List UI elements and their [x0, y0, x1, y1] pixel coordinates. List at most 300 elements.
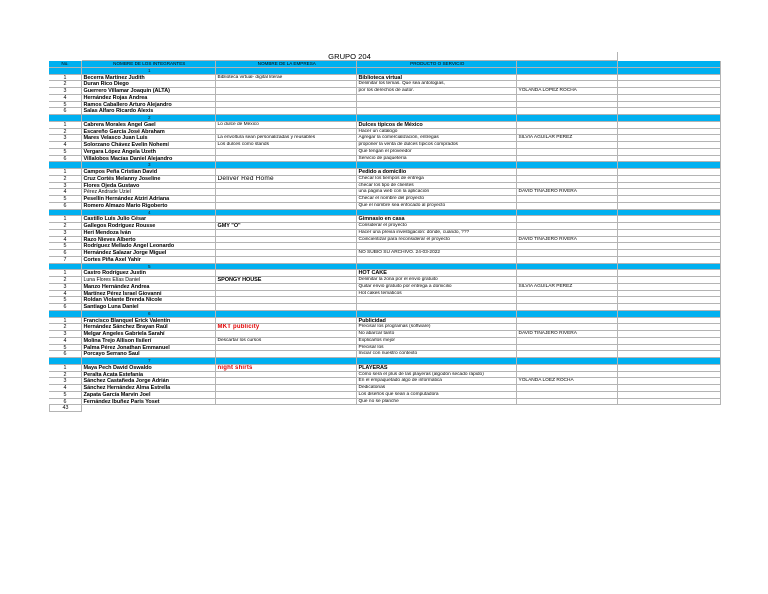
empty-cell: [618, 189, 721, 196]
company-name: [216, 230, 357, 237]
teacher-name: SILVIA AGUILAR PEREZ: [517, 135, 618, 142]
teacher-name: [517, 81, 618, 88]
product-note: Quitar envió gratuito por entrega a domicilio: [357, 284, 517, 291]
product-note: Gimnasio en casa: [357, 216, 517, 223]
separator-cell: [216, 210, 357, 217]
teacher-name: [517, 108, 618, 115]
member-name: Solorzano Chávez Evelin Nohemí: [82, 142, 216, 149]
team-separator: [49, 68, 721, 75]
teacher-name: [517, 243, 618, 250]
teacher-name: [517, 250, 618, 257]
member-number: 6: [49, 156, 82, 163]
empty-cell: [618, 149, 721, 156]
company-name: [216, 243, 357, 250]
teacher-name: [517, 122, 618, 129]
empty-cell: [618, 230, 721, 237]
member-name: Francisco Blanquel Erick Valentín: [82, 318, 216, 325]
empty-cell: [618, 378, 721, 385]
empty-cell: [618, 392, 721, 399]
table-row: [49, 81, 721, 88]
company-name: [216, 81, 357, 88]
member-number: 6: [49, 304, 82, 311]
product-note: Hacer una previa investigación: dónde, cuándo, ???: [357, 230, 517, 237]
table-row: [49, 95, 721, 102]
company-name: [216, 399, 357, 406]
member-name: Martínez Pérez Israel Giovanni: [82, 291, 216, 298]
product-note: Pedido a domicilio: [357, 169, 517, 176]
empty-cell: [618, 284, 721, 291]
member-number: 5: [49, 196, 82, 203]
company-name: [216, 169, 357, 176]
team-number: 2: [82, 115, 216, 122]
member-number: 3: [49, 331, 82, 338]
member-number: 5: [49, 149, 82, 156]
table-row: [49, 297, 721, 304]
member-name: Fernández Ibuñez Paris Yoset: [82, 399, 216, 406]
member-number: 3: [49, 230, 82, 237]
member-number: 2: [49, 277, 82, 284]
empty-cell: [618, 399, 721, 406]
team-number: 6: [82, 311, 216, 318]
member-name: Rodríguez Mellado Ángel Leonardo: [82, 243, 216, 250]
separator-cell: [357, 264, 517, 271]
product-note: una página web con la aplicación: [357, 189, 517, 196]
table-row: [49, 277, 721, 284]
member-number: 1: [49, 169, 82, 176]
company-name: [216, 88, 357, 95]
product-note: Hot cakes tematicos: [357, 291, 517, 298]
teacher-name: SILVIA AGUILAR PEREZ: [517, 284, 618, 291]
teacher-name: [517, 318, 618, 325]
company-name: SPONGY HOUSE: [216, 277, 357, 284]
separator-cell: [49, 210, 82, 217]
product-note: Dulces típicos de México: [357, 122, 517, 129]
member-name: Escareño García José Abraham: [82, 129, 216, 136]
member-name: Castillo Luis Julio César: [82, 216, 216, 223]
member-number: 1: [49, 122, 82, 129]
member-number: 6: [49, 399, 82, 406]
table-row: [49, 149, 721, 156]
member-name: Mares Velasco Juan Luis: [82, 135, 216, 142]
empty-cell: [618, 196, 721, 203]
team-separator: [49, 162, 721, 169]
teacher-name: DAVID TINAJERO RIVERA: [517, 237, 618, 244]
separator-cell: [216, 358, 357, 365]
teacher-name: [517, 216, 618, 223]
member-name: Hernández Sánchez Brayan Raúl: [82, 324, 216, 331]
empty-cell: [618, 108, 721, 115]
teacher-name: [517, 270, 618, 277]
product-note: [357, 257, 517, 264]
company-name: night shirts: [216, 365, 357, 372]
teacher-name: [517, 304, 618, 311]
separator-cell: [49, 68, 82, 75]
company-name: Descartar los cursos: [216, 338, 357, 345]
teacher-name: [517, 257, 618, 264]
company-name: [216, 392, 357, 399]
empty-cell: [618, 237, 721, 244]
table-row: [49, 88, 721, 95]
member-name: Roldan Violante Brenda Nicole: [82, 297, 216, 304]
empty-cell: [618, 81, 721, 88]
table-row: [49, 183, 721, 190]
company-name: Los dulces como stands: [216, 142, 357, 149]
company-name: [216, 345, 357, 352]
member-number: 6: [49, 351, 82, 358]
table-row: [49, 243, 721, 250]
teacher-name: [517, 392, 618, 399]
product-note: checar los tipo de clientes: [357, 183, 517, 190]
separator-cell: [216, 68, 357, 75]
company-name: [216, 257, 357, 264]
table-row: [49, 324, 721, 331]
separator-cell: [517, 264, 618, 271]
separator-cell: [357, 358, 517, 365]
product-note: Precisar los: [357, 345, 517, 352]
teacher-name: [517, 149, 618, 156]
company-name: [216, 351, 357, 358]
member-number: 1: [49, 318, 82, 325]
member-name: Sánchez Castañeda Jorge Adrián: [82, 378, 216, 385]
table-row: [49, 176, 721, 183]
separator-cell: [49, 264, 82, 271]
teacher-name: DAVID TINAJERO RIVERA: [517, 189, 618, 196]
company-name: [216, 237, 357, 244]
member-name: Melgar Ángeles Gabriela Sarahí: [82, 331, 216, 338]
teacher-name: [517, 196, 618, 203]
product-note: Biblioteca virtual: [357, 75, 517, 82]
product-note: Que no se planche: [357, 399, 517, 406]
table-row: [49, 338, 721, 345]
member-number: 4: [49, 95, 82, 102]
teacher-name: [517, 372, 618, 379]
separator-cell: [517, 358, 618, 365]
member-number: 4: [49, 237, 82, 244]
product-note: Que tengan el proveedor: [357, 149, 517, 156]
member-name: Santiago Luna Daniel: [82, 304, 216, 311]
member-number: 2: [49, 223, 82, 230]
member-name: Villalobos Macías Daniel Alejandro: [82, 156, 216, 163]
total-row: [49, 405, 721, 412]
member-number: 5: [49, 102, 82, 109]
teacher-name: [517, 338, 618, 345]
empty-cell: [618, 122, 721, 129]
teacher-name: [517, 291, 618, 298]
company-name: MKT publicity: [216, 324, 357, 331]
teacher-name: DAVID TINAJERO RIVERA: [517, 331, 618, 338]
member-number: 4: [49, 291, 82, 298]
company-name: [216, 378, 357, 385]
member-name: Sánchez Hernández Alma Estrella: [82, 385, 216, 392]
title-row: [49, 52, 721, 61]
product-note: [357, 95, 517, 102]
product-note: PLAYERAS: [357, 365, 517, 372]
member-number: 5: [49, 297, 82, 304]
empty-cell: [618, 250, 721, 257]
product-note: Checar el nombre del proyecto: [357, 196, 517, 203]
team-number: 1: [82, 68, 216, 75]
member-name: Pérez Andrade Uziel: [82, 189, 216, 196]
company-name: [216, 196, 357, 203]
separator-cell: [49, 358, 82, 365]
table-row: [49, 257, 721, 264]
member-name: Maya Pech David Oswaldo: [82, 365, 216, 372]
company-name: Lo dulce de México: [216, 122, 357, 129]
table-row: [49, 399, 721, 406]
empty-cell: [618, 129, 721, 136]
product-note: [357, 102, 517, 109]
separator-cell: [618, 358, 721, 365]
product-note: Delimitar los temas. Que sea antologías,: [357, 81, 517, 88]
separator-cell: [49, 115, 82, 122]
member-name: Heri Mendoza Iván: [82, 230, 216, 237]
separator-cell: [517, 162, 618, 169]
table-row: [49, 284, 721, 291]
company-name: Deliver Red Home: [216, 176, 357, 183]
member-name: Cabrera Morales Ángel Gael: [82, 122, 216, 129]
table-row: [49, 142, 721, 149]
member-number: 6: [49, 108, 82, 115]
teacher-name: [517, 176, 618, 183]
teacher-name: [517, 129, 618, 136]
company-name: [216, 304, 357, 311]
product-note: NO SUBIÓ SU ARCHIVO. 24-03-2022: [357, 250, 517, 257]
teacher-name: [517, 230, 618, 237]
company-name: [216, 385, 357, 392]
empty-cell: [618, 75, 721, 82]
teacher-name: [517, 324, 618, 331]
team-separator: [49, 311, 721, 318]
member-number: 5: [49, 345, 82, 352]
product-note: Checar los tiempos de entrega: [357, 176, 517, 183]
product-note: Coincientizar para reconsiderar el proyecto: [357, 237, 517, 244]
member-name: Becerra Martínez Judith: [82, 75, 216, 82]
total-count: 43: [49, 405, 82, 412]
product-note: Iniciar con nuestro contexto: [357, 351, 517, 358]
product-note: [357, 304, 517, 311]
teacher-name: [517, 102, 618, 109]
empty-cell: [618, 291, 721, 298]
member-number: 3: [49, 183, 82, 190]
separator-cell: [49, 311, 82, 318]
teacher-name: [517, 95, 618, 102]
empty-cell: [618, 338, 721, 345]
company-name: [216, 102, 357, 109]
separator-cell: [216, 162, 357, 169]
table-row: [49, 230, 721, 237]
table-row: [49, 270, 721, 277]
product-note: Considerar el proyecto: [357, 223, 517, 230]
table-row: [49, 345, 721, 352]
header-members: NOMBRE DE LOS INTEGRANTES: [82, 61, 216, 68]
member-number: 1: [49, 270, 82, 277]
member-number: 4: [49, 142, 82, 149]
teacher-name: [517, 351, 618, 358]
empty-cell: [618, 257, 721, 264]
member-name: Hernández Rojas Andrea: [82, 95, 216, 102]
member-name: Romero Almazo Mario Rigoberto: [82, 203, 216, 210]
member-number: 1: [49, 75, 82, 82]
member-name: Flores Ojeda Gustavo: [82, 183, 216, 190]
empty-cell: [618, 324, 721, 331]
empty-cell: [618, 318, 721, 325]
table-row: [49, 318, 721, 325]
table-row: [49, 75, 721, 82]
empty-cell: [618, 169, 721, 176]
member-name: Porcayo Serrano Saul: [82, 351, 216, 358]
header-teacher: [517, 61, 618, 68]
separator-cell: [618, 162, 721, 169]
company-name: La envoltura sean personalizadas y reusables: [216, 135, 357, 142]
empty-cell: [618, 365, 721, 372]
product-note: [357, 108, 517, 115]
table-row: [49, 250, 721, 257]
teacher-name: [517, 169, 618, 176]
separator-cell: [517, 311, 618, 318]
empty-cell: [618, 351, 721, 358]
company-name: [216, 318, 357, 325]
empty-cell: [618, 297, 721, 304]
member-name: Palma Pérez Jonathan Emmanuel: [82, 345, 216, 352]
member-number: 6: [49, 203, 82, 210]
member-number: 2: [49, 372, 82, 379]
member-name: Duran Rico Diego: [82, 81, 216, 88]
member-number: 2: [49, 129, 82, 136]
company-name: [216, 331, 357, 338]
company-name: [216, 108, 357, 115]
teacher-name: [517, 223, 618, 230]
member-name: Salas Alfaro Ricardo Alexis: [82, 108, 216, 115]
product-note: Que el nombre sea enfocado al proyecto: [357, 203, 517, 210]
member-number: 3: [49, 88, 82, 95]
table-row: [49, 189, 721, 196]
member-name: Peralta Acata Estefanía: [82, 372, 216, 379]
separator-cell: [618, 264, 721, 271]
header-row: [49, 61, 721, 68]
product-note: Agregar la comercialización, entregas: [357, 135, 517, 142]
header-product: PRODUCTO O SERVICIO: [357, 61, 517, 68]
table-row: [49, 237, 721, 244]
empty-cell: [618, 331, 721, 338]
separator-cell: [216, 264, 357, 271]
separator-cell: [49, 162, 82, 169]
product-note: Delimitar la zona por el envió gratuito: [357, 277, 517, 284]
separator-cell: [216, 115, 357, 122]
separator-cell: [216, 311, 357, 318]
product-note: Servicio de paquetería: [357, 156, 517, 163]
teacher-name: [517, 365, 618, 372]
teacher-name: [517, 277, 618, 284]
team-separator: [49, 358, 721, 365]
table-row: [49, 372, 721, 379]
teacher-name: [517, 345, 618, 352]
empty-cell: [618, 203, 721, 210]
empty-cell: [618, 142, 721, 149]
separator-cell: [357, 210, 517, 217]
teacher-name: [517, 75, 618, 82]
member-number: 4: [49, 385, 82, 392]
table-row: [49, 385, 721, 392]
teacher-name: [517, 142, 618, 149]
table-row: [49, 291, 721, 298]
table-row: [49, 156, 721, 163]
member-number: 3: [49, 284, 82, 291]
empty-cell: [618, 88, 721, 95]
company-name: [216, 216, 357, 223]
table-row: [49, 378, 721, 385]
member-number: 4: [49, 338, 82, 345]
company-name: [216, 250, 357, 257]
separator-cell: [357, 115, 517, 122]
header-empty: [618, 61, 721, 68]
table-row: [49, 331, 721, 338]
member-name: Luna Flores Elías Daniel: [82, 277, 216, 284]
team-separator: [49, 264, 721, 271]
table-row: [49, 135, 721, 142]
member-name: Cortes Piña Axel Yahir: [82, 257, 216, 264]
separator-cell: [618, 311, 721, 318]
member-number: 2: [49, 176, 82, 183]
product-note: proponer la venta de dulces típicos comprados: [357, 142, 517, 149]
table-row: [49, 203, 721, 210]
team-separator: [49, 115, 721, 122]
team-number: 4: [82, 210, 216, 217]
empty-cell: [618, 183, 721, 190]
member-number: 4: [49, 189, 82, 196]
company-name: [216, 291, 357, 298]
separator-cell: [618, 68, 721, 75]
separator-cell: [357, 162, 517, 169]
empty-cell: [618, 135, 721, 142]
separator-cell: [357, 311, 517, 318]
product-note: Cómo será el plus de las playeras (algodón secado rápido): [357, 372, 517, 379]
teacher-name: [517, 156, 618, 163]
teacher-name: YOLANDA LOPEZ ROCHA: [517, 88, 618, 95]
company-name: [216, 129, 357, 136]
empty-cell: [618, 102, 721, 109]
separator-cell: [618, 210, 721, 217]
member-name: Guerrero Villamar Joaquín (ALTA): [82, 88, 216, 95]
empty-cell: [618, 176, 721, 183]
teams-body: [49, 68, 721, 406]
table-row: [49, 216, 721, 223]
member-number: 2: [49, 81, 82, 88]
empty-cell: [618, 345, 721, 352]
table-row: [49, 102, 721, 109]
empty-cell: [618, 243, 721, 250]
teacher-name: [517, 385, 618, 392]
table-row: [49, 365, 721, 372]
separator-cell: [517, 210, 618, 217]
product-note: por los derechos de autor.: [357, 88, 517, 95]
empty-cell: [618, 156, 721, 163]
member-name: Cruz Cortés Melanny Joseline: [82, 176, 216, 183]
team-number: 7: [82, 358, 216, 365]
company-name: [216, 156, 357, 163]
member-number: 5: [49, 243, 82, 250]
product-note: HOT CAKE: [357, 270, 517, 277]
company-name: [216, 183, 357, 190]
team-separator: [49, 210, 721, 217]
empty-cell: [618, 277, 721, 284]
empty-cell: [618, 372, 721, 379]
table-row: [49, 122, 721, 129]
team-number: 3: [82, 162, 216, 169]
product-note: Precisar los programas (software): [357, 324, 517, 331]
member-name: Zapata García Marvin Joel: [82, 392, 216, 399]
product-note: Dedicatorias: [357, 385, 517, 392]
teacher-name: YOLANDA LOEZ ROCHA: [517, 378, 618, 385]
